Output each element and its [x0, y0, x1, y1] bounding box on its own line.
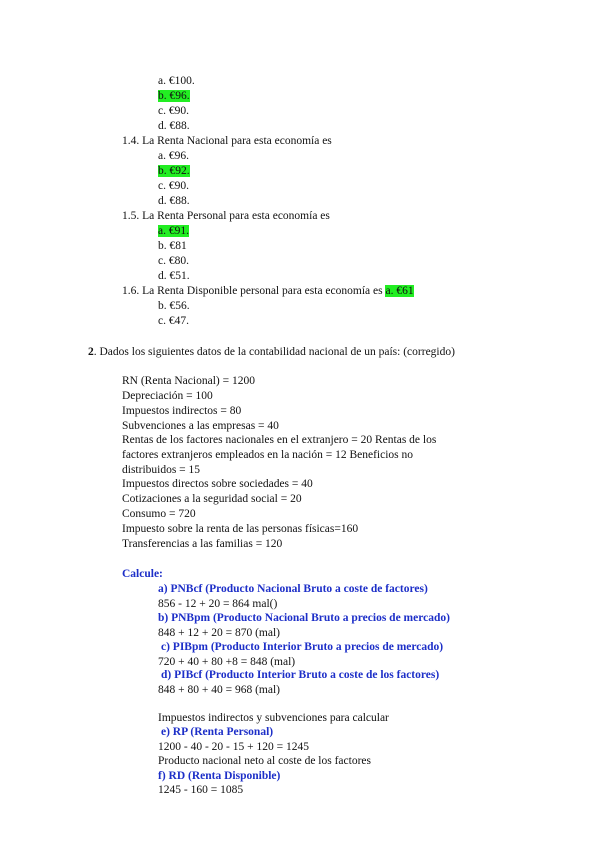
calc-d-title: d) PIBcf (Producto Interior Bruto a coste de los factores) [161, 669, 440, 681]
q14-question: 1.4. La Renta Nacional para esta economía es [122, 135, 332, 147]
data-line: Impuestos indirectos = 80 [122, 405, 242, 417]
data-line: Transferencias a las familias = 120 [122, 538, 283, 550]
calc-e-formula: 1200 - 40 - 20 - 15 + 120 = 1245 [158, 741, 309, 753]
q14-option-d: d. €88. [158, 195, 190, 207]
q14-option-b: b. €92. [158, 165, 190, 177]
q16-question: 1.6. La Renta Disponible personal para esta economía es a. €61 [122, 285, 414, 297]
calc-b-formula: 848 + 12 + 20 = 870 (mal) [158, 627, 280, 639]
data-line: Consumo = 720 [122, 508, 196, 520]
q16-option-c: c. €47. [158, 315, 189, 327]
calc-f-title: f) RD (Renta Disponible) [158, 770, 281, 782]
data-line: Depreciación = 100 [122, 390, 213, 402]
q13-option-a: a. €100. [158, 75, 195, 87]
q13-option-b: b. €96. [158, 90, 190, 102]
data-line: Subvenciones a las empresas = 40 [122, 420, 279, 432]
q14-option-c: c. €90. [158, 180, 189, 192]
q15-question: 1.5. La Renta Personal para esta economía es [122, 210, 330, 222]
data-line: RN (Renta Nacional) = 1200 [122, 375, 255, 387]
note-impuestos: Impuestos indirectos y subvenciones para calcular [158, 712, 389, 724]
data-line: Cotizaciones a la seguridad social = 20 [122, 493, 302, 505]
data-line: factores extranjeros empleados en la nación = 12 Beneficios no [122, 449, 414, 461]
q16-answer: a. €61 [385, 285, 414, 297]
q13-option-d: d. €88. [158, 120, 190, 132]
q15-option-a: a. €91. [158, 225, 189, 237]
data-line: Impuesto sobre la renta de las personas físicas=160 [122, 523, 359, 535]
q15-option-d: d. €51. [158, 270, 190, 282]
note-producto: Producto nacional neto al coste de los factores [158, 755, 371, 767]
calc-e-title: e) RP (Renta Personal) [161, 726, 274, 738]
data-line: Rentas de los factores nacionales en el extranjero = 20 Rentas de los [122, 434, 437, 446]
data-line: distribuidos = 15 [122, 464, 201, 476]
calcule-label: Calcule: [122, 568, 163, 580]
q14-option-a: a. €96. [158, 150, 189, 162]
calc-c-title: c) PIBpm (Producto Interior Bruto a precios de mercado) [161, 641, 444, 653]
q15-option-b: b. €81 [158, 240, 187, 252]
calc-d-formula: 848 + 80 + 40 = 968 (mal) [158, 684, 280, 696]
calc-c-formula: 720 + 40 + 80 +8 = 848 (mal) [158, 656, 296, 668]
section2-heading: 2. Dados los siguientes datos de la contabilidad nacional de un país: (corregido) [88, 346, 455, 358]
q15-option-c: c. €80. [158, 255, 189, 267]
calc-a-title: a) PNBcf (Producto Nacional Bruto a coste de factores) [158, 583, 428, 595]
calc-a-formula: 856 - 12 + 20 = 864 mal() [158, 598, 278, 610]
calc-b-title: b) PNBpm (Producto Nacional Bruto a precios de mercado) [158, 612, 450, 624]
q16-option-b: b. €56. [158, 300, 190, 312]
q13-option-c: c. €90. [158, 105, 189, 117]
calc-f-formula: 1245 - 160 = 1085 [158, 784, 244, 796]
data-line: Impuestos directos sobre sociedades = 40 [122, 478, 313, 490]
